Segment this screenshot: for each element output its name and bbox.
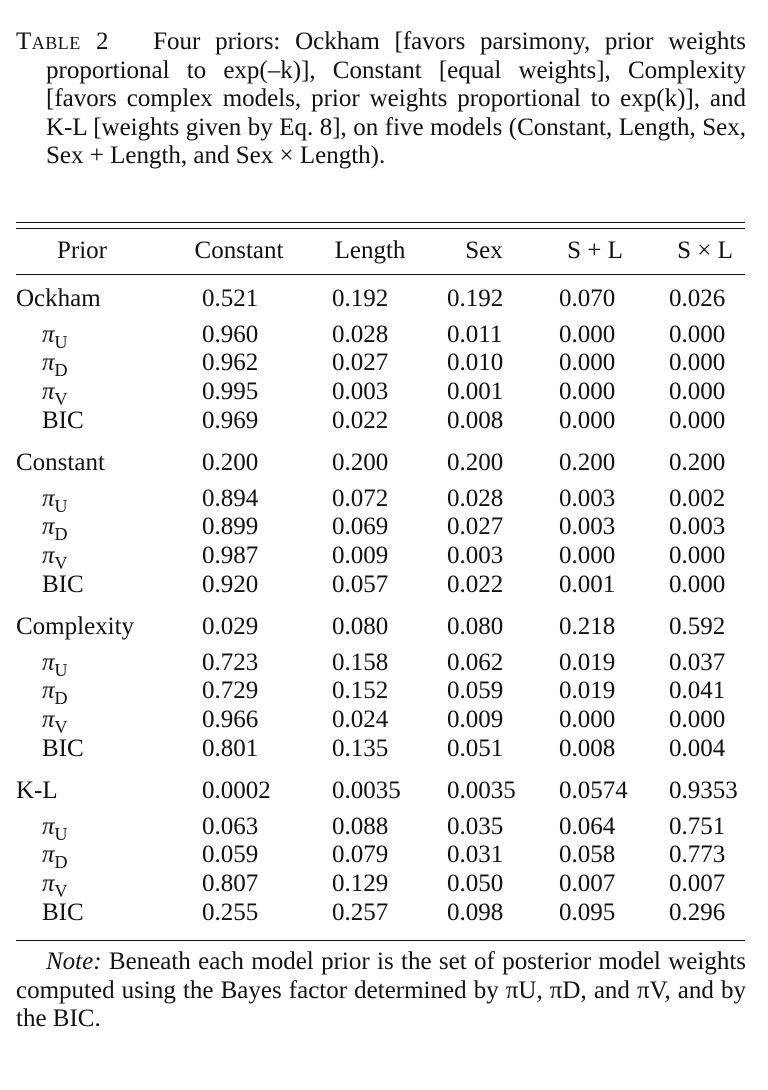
pi-subscript: U <box>54 824 68 844</box>
weight-value: 0.255 <box>202 899 259 926</box>
prior-value: 0.200 <box>559 449 616 476</box>
weight-value: 0.019 <box>559 677 616 704</box>
prior-value: 0.521 <box>202 285 259 312</box>
weight-value: 0.028 <box>332 321 389 348</box>
weight-value: 0.007 <box>669 870 726 897</box>
row-label <box>42 513 68 542</box>
weight-value: 0.028 <box>447 485 504 512</box>
prior-name: Complexity <box>16 613 135 640</box>
prior-value: 0.070 <box>559 285 616 312</box>
column-header: Sex <box>465 237 503 264</box>
pi-symbol: π <box>42 649 55 676</box>
weight-value: 0.010 <box>447 349 504 376</box>
pi-subscript: V <box>54 553 68 573</box>
weight-value: 0.008 <box>447 407 504 434</box>
weight-value: 0.050 <box>447 870 504 897</box>
weight-value: 0.807 <box>202 870 259 897</box>
table-label: Table 2 <box>16 28 109 55</box>
prior-value: 0.592 <box>669 613 726 640</box>
weight-value: 0.022 <box>447 571 504 598</box>
row-label <box>42 677 68 706</box>
column-header: Length <box>334 237 406 264</box>
weight-value: 0.004 <box>669 735 726 762</box>
weight-value: 0.000 <box>669 542 726 569</box>
pi-symbol: π <box>42 378 55 405</box>
pi-subscript: U <box>54 660 68 680</box>
weight-value: 0.000 <box>669 378 726 405</box>
weight-value: 0.003 <box>447 542 504 569</box>
weight-value: 0.000 <box>559 349 616 376</box>
weight-value: 0.019 <box>559 649 616 676</box>
weight-value: 0.296 <box>669 899 726 926</box>
row-label <box>42 321 68 350</box>
bottom-rule <box>16 940 745 941</box>
weight-value: 0.008 <box>559 735 616 762</box>
row-label <box>42 870 68 899</box>
weight-value: 0.098 <box>447 899 504 926</box>
weight-value: 0.135 <box>332 735 389 762</box>
weight-value: 0.058 <box>559 841 616 868</box>
pi-subscript: D <box>54 524 68 544</box>
weight-value: 0.801 <box>202 735 259 762</box>
weight-value: 0.000 <box>669 321 726 348</box>
prior-value: 0.080 <box>332 613 389 640</box>
weight-value: 0.037 <box>669 649 726 676</box>
prior-value: 0.0035 <box>447 777 516 804</box>
note-label: Note: <box>46 948 102 975</box>
pi-symbol: π <box>42 542 55 569</box>
weight-value: 0.966 <box>202 706 259 733</box>
pi-symbol: π <box>42 677 55 704</box>
pi-subscript: D <box>54 360 68 380</box>
prior-value: 0.200 <box>332 449 389 476</box>
column-header: Prior <box>57 237 107 264</box>
row-label: BIC <box>42 735 84 762</box>
weight-value: 0.987 <box>202 542 259 569</box>
pi-symbol: π <box>42 513 55 540</box>
row-label: BIC <box>42 407 84 434</box>
weight-value: 0.057 <box>332 571 389 598</box>
weight-value: 0.962 <box>202 349 259 376</box>
prior-name: K-L <box>16 777 58 804</box>
row-label <box>42 841 68 870</box>
prior-value: 0.0035 <box>332 777 401 804</box>
weight-value: 0.000 <box>559 407 616 434</box>
weight-value: 0.773 <box>669 841 726 868</box>
prior-name: Constant <box>16 449 105 476</box>
pi-symbol: π <box>42 349 55 376</box>
row-label <box>42 649 68 678</box>
weight-value: 0.995 <box>202 378 259 405</box>
weight-value: 0.007 <box>559 870 616 897</box>
weight-value: 0.000 <box>559 321 616 348</box>
row-label <box>42 378 68 407</box>
prior-value: 0.029 <box>202 613 259 640</box>
weight-value: 0.969 <box>202 407 259 434</box>
weight-value: 0.002 <box>669 485 726 512</box>
weight-value: 0.064 <box>559 813 616 840</box>
row-label <box>42 485 68 514</box>
weight-value: 0.031 <box>447 841 504 868</box>
weight-value: 0.027 <box>447 513 504 540</box>
prior-value: 0.218 <box>559 613 616 640</box>
weight-value: 0.723 <box>202 649 259 676</box>
weight-value: 0.063 <box>202 813 259 840</box>
pi-subscript: D <box>54 852 68 872</box>
row-label <box>42 542 68 571</box>
weight-value: 0.011 <box>447 321 503 348</box>
weight-value: 0.000 <box>669 349 726 376</box>
row-label <box>42 813 68 842</box>
weight-value: 0.000 <box>559 378 616 405</box>
weight-value: 0.001 <box>447 378 504 405</box>
weight-value: 0.079 <box>332 841 389 868</box>
weight-value: 0.751 <box>669 813 726 840</box>
column-header: S × L <box>677 237 733 264</box>
weight-value: 0.035 <box>447 813 504 840</box>
weight-value: 0.009 <box>447 706 504 733</box>
weight-value: 0.000 <box>669 407 726 434</box>
pi-symbol: π <box>42 870 55 897</box>
weight-value: 0.022 <box>332 407 389 434</box>
prior-name: Ockham <box>16 285 101 312</box>
weight-value: 0.899 <box>202 513 259 540</box>
weight-value: 0.000 <box>669 706 726 733</box>
row-label: BIC <box>42 571 84 598</box>
weight-value: 0.062 <box>447 649 504 676</box>
pi-subscript: D <box>54 688 68 708</box>
weight-value: 0.003 <box>669 513 726 540</box>
pi-symbol: π <box>42 485 55 512</box>
prior-value: 0.200 <box>669 449 726 476</box>
prior-value: 0.200 <box>447 449 504 476</box>
pi-symbol: π <box>42 321 55 348</box>
weight-value: 0.095 <box>559 899 616 926</box>
prior-value: 0.026 <box>669 285 726 312</box>
weight-value: 0.027 <box>332 349 389 376</box>
weight-value: 0.158 <box>332 649 389 676</box>
row-label <box>42 706 68 735</box>
prior-value: 0.0574 <box>559 777 628 804</box>
weight-value: 0.152 <box>332 677 389 704</box>
weight-value: 0.041 <box>669 677 726 704</box>
weight-value: 0.920 <box>202 571 259 598</box>
weight-value: 0.051 <box>447 735 504 762</box>
prior-value: 0.200 <box>202 449 259 476</box>
weight-value: 0.257 <box>332 899 389 926</box>
pi-symbol: π <box>42 706 55 733</box>
weight-value: 0.003 <box>559 485 616 512</box>
prior-value: 0.0002 <box>202 777 271 804</box>
weight-value: 0.003 <box>559 513 616 540</box>
pi-symbol: π <box>42 813 55 840</box>
column-header: S + L <box>567 237 623 264</box>
weight-value: 0.000 <box>559 706 616 733</box>
weight-value: 0.000 <box>669 571 726 598</box>
weight-value: 0.088 <box>332 813 389 840</box>
weight-value: 0.129 <box>332 870 389 897</box>
prior-value: 0.192 <box>332 285 389 312</box>
pi-symbol: π <box>42 841 55 868</box>
pi-subscript: V <box>54 717 68 737</box>
caption-text: Four priors: Ockham [favors parsimony, prior weights proportional to exp(–k)], Constant [equal weights], Complexity [favors complex models, prior weights proportional to exp(k)], and K-L [weights given by Eq. 8], on five models (Constant, Length, Sex, Sex + Length, and Sex × Length). <box>46 28 746 170</box>
prior-value: 0.192 <box>447 285 504 312</box>
table-note <box>16 948 746 1034</box>
weight-value: 0.001 <box>559 571 616 598</box>
weight-value: 0.003 <box>332 378 389 405</box>
note-text: Beneath each model prior is the set of posterior model weights computed using the Bayes factor determined by πU, πD, and πV, and by the BIC. <box>16 948 746 1033</box>
row-label <box>42 349 68 378</box>
prior-value: 0.080 <box>447 613 504 640</box>
pi-subscript: V <box>54 389 68 409</box>
weight-value: 0.024 <box>332 706 389 733</box>
prior-value: 0.9353 <box>669 777 738 804</box>
weight-value: 0.072 <box>332 485 389 512</box>
weight-value: 0.059 <box>447 677 504 704</box>
weight-value: 0.009 <box>332 542 389 569</box>
weight-value: 0.894 <box>202 485 259 512</box>
weight-value: 0.000 <box>559 542 616 569</box>
pi-subscript: V <box>54 881 68 901</box>
row-label: BIC <box>42 899 84 926</box>
weight-value: 0.059 <box>202 841 259 868</box>
weight-value: 0.069 <box>332 513 389 540</box>
weight-value: 0.729 <box>202 677 259 704</box>
pi-subscript: U <box>54 496 68 516</box>
weight-value: 0.960 <box>202 321 259 348</box>
column-header: Constant <box>194 237 284 264</box>
pi-subscript: U <box>54 332 68 352</box>
